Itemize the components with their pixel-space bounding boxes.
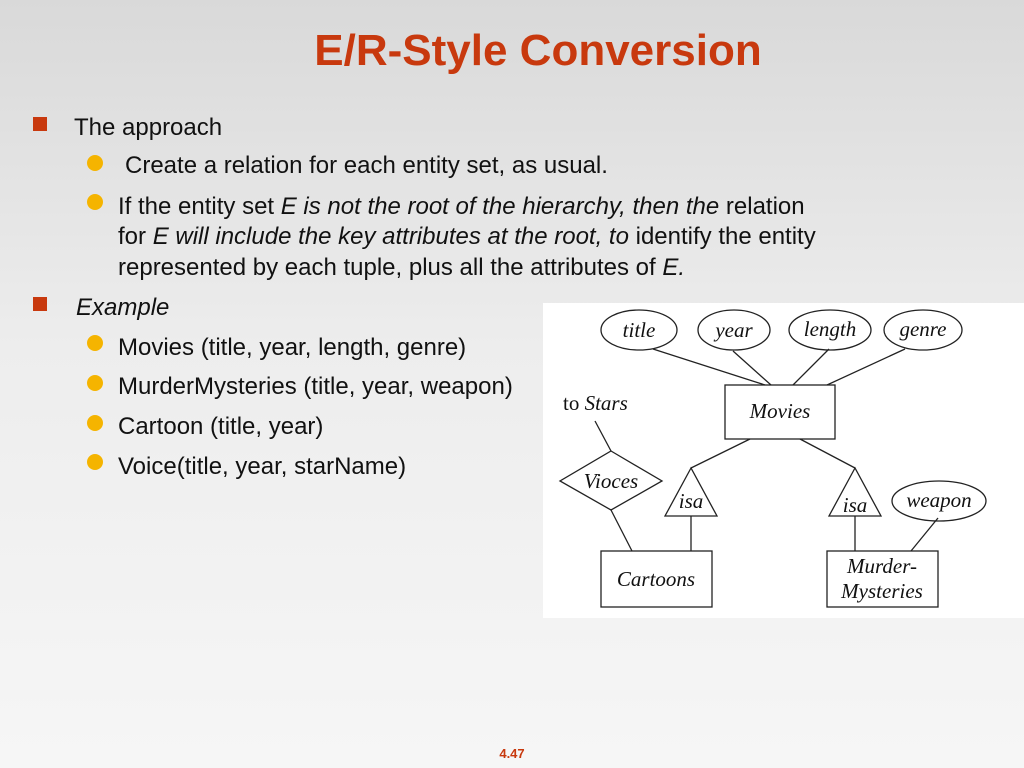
edge-title-movies bbox=[653, 349, 765, 385]
text-run: identify the entity bbox=[628, 223, 816, 250]
er-diagram-svg bbox=[543, 303, 1024, 618]
entity-murder-label-line-1: Murder- bbox=[847, 554, 917, 578]
example-item-voice: Voice(title, year, starName) bbox=[118, 453, 407, 480]
approach-item-1: Create a relation for each entity set, as usual. bbox=[125, 152, 608, 179]
entity-murder-label-line-2: Mysteries bbox=[841, 579, 923, 603]
approach-item-2-line-2 bbox=[118, 222, 816, 252]
approach-heading: The approach bbox=[74, 114, 223, 141]
square-bullet-icon bbox=[33, 297, 47, 311]
slide-title: E/R-Style Conversion bbox=[314, 26, 762, 75]
approach-item-2-line-1 bbox=[118, 192, 805, 222]
text-run: If the entity set bbox=[118, 193, 281, 220]
page-number: 4.47 bbox=[499, 746, 525, 761]
attribute-year-label: year bbox=[715, 318, 753, 342]
example-item-cartoon: Cartoon (title, year) bbox=[118, 413, 324, 440]
to-stars-label bbox=[563, 391, 628, 415]
round-bullet-icon bbox=[87, 335, 103, 351]
to-stars-name: Stars bbox=[584, 391, 628, 415]
edge-genre-movies bbox=[827, 349, 905, 385]
example-item-murdermysteries: MurderMysteries (title, year, weapon) bbox=[118, 373, 513, 400]
text-run-italic: E is not the root of the hierarchy, then the bbox=[280, 193, 720, 220]
round-bullet-icon bbox=[87, 415, 103, 431]
square-bullet-icon bbox=[33, 117, 47, 131]
approach-item-2-line-3 bbox=[118, 253, 685, 283]
edge-isa-movies-left bbox=[691, 439, 750, 468]
round-bullet-icon bbox=[87, 155, 103, 171]
relationship-vioces-label: Vioces bbox=[583, 469, 639, 493]
round-bullet-icon bbox=[87, 194, 103, 210]
isa-left-label: isa bbox=[678, 489, 704, 513]
round-bullet-icon bbox=[87, 375, 103, 391]
round-bullet-icon bbox=[87, 454, 103, 470]
attribute-length-label: length bbox=[803, 317, 857, 341]
edge-vioces-cartoons bbox=[611, 510, 632, 551]
attribute-genre-label: genre bbox=[899, 317, 947, 341]
text-run-italic: E will include the key attributes at the root, to bbox=[152, 223, 629, 250]
attribute-title-label: title bbox=[622, 318, 656, 342]
er-diagram bbox=[543, 303, 1024, 618]
entity-cartoons-label: Cartoons bbox=[616, 567, 696, 591]
text-run: represented by each tuple, plus all the attributes of bbox=[118, 254, 663, 281]
example-item-movies: Movies (title, year, length, genre) bbox=[118, 334, 467, 361]
text-run: relation bbox=[719, 193, 805, 220]
edge-weapon-murder bbox=[911, 518, 938, 551]
example-heading: Example bbox=[76, 294, 170, 321]
entity-movies-label: Movies bbox=[749, 399, 811, 423]
edge-stars-vioces bbox=[595, 421, 611, 451]
isa-right-label: isa bbox=[842, 493, 868, 517]
edge-year-movies bbox=[733, 351, 771, 385]
edge-length-movies bbox=[793, 349, 829, 385]
text-run: for bbox=[118, 223, 153, 250]
attribute-weapon-label: weapon bbox=[906, 488, 972, 512]
edge-isa-movies-right bbox=[800, 439, 855, 468]
text-run-italic: E. bbox=[662, 254, 686, 281]
to-stars-prefix: to bbox=[563, 391, 585, 415]
